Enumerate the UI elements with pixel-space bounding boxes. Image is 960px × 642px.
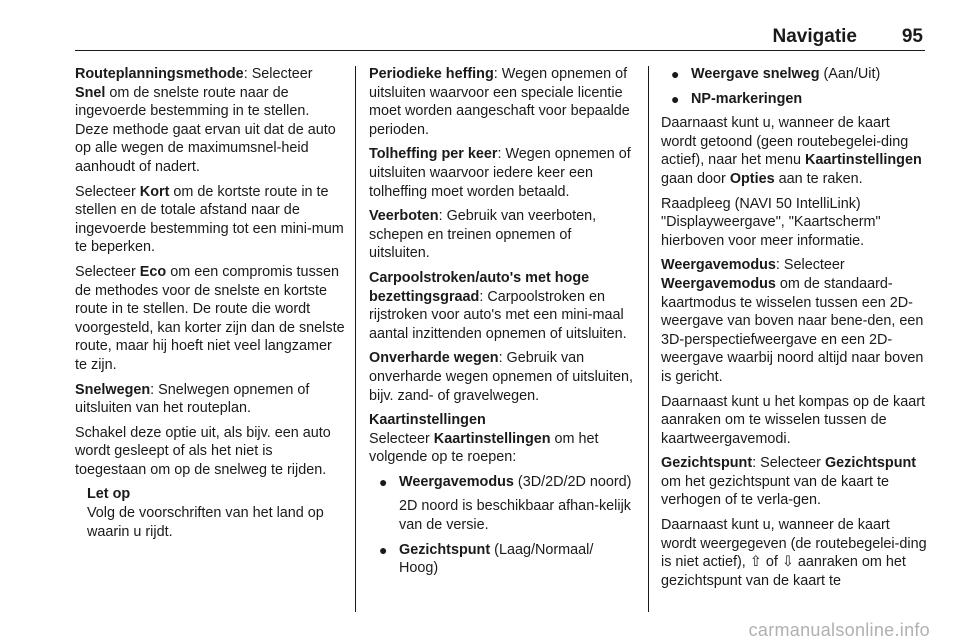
column-divider [355,66,356,612]
column-1 [75,65,345,541]
paragraph: Gezichtspunt: Selecteer Gezichtspunt om het gezichtspunt van de kaart te verhogen of te verla-gen. [661,455,917,509]
arrow-down-icon: ⇩ [781,554,794,571]
paragraph: Carpoolstroken/auto's met hoge bezettingsgraad: Carpoolstroken en rijstroken voor auto's met een mini-maal aantal inzittenden opnemen of uitsluiten. [369,269,627,342]
paragraph: Snelwegen: Snelwegen opnemen of uitsluiten van het routeplan. [75,381,310,417]
list-item: ● Weergave snelweg (Aan/Uit) [671,66,881,82]
watermark: carmanualsonline.info [748,620,930,640]
paragraph: Schakel deze optie uit, als bijv. een auto wordt gesleept of als het niet is toegestaan om op de snelweg te rijden. [75,424,331,478]
note-text: Volg de voorschriften van het land op waarin u rijdt. [87,505,324,540]
paragraph: Routeplanningsmethode: Selecteer Snel om de snelste route naar de ingevoerde bestemming in te stellen. Deze methode gaat ervan uit dat de auto op alle wegen de maximumsnel-heid aanhoudt of nadert. [75,66,336,175]
list-item: ● Weergavemodus (3D/2D/2D noord) [379,473,632,490]
page-header [75,18,925,51]
list-item: ● NP-markeringen [671,90,803,107]
paragraph: Selecteer Eco om een compromis tussen de methodes voor de snelste en kortste route in te stellen. De route die wordt voorgesteld, kan korter zijn dan de snelste route, maar hij hoeft niet veel langzamer te zijn. [75,263,345,373]
arrow-up-icon: ⇧ [749,554,762,571]
paragraph: Onverharde wegen: Gebruik van onverharde wegen opnemen of uitsluiten, bijv. zand- of gravelwegen. [369,350,634,404]
note-title: Let op [87,486,131,503]
page-title: Navigatie [772,26,857,47]
paragraph: Daarnaast kunt u het kompas op de kaart aanraken om te wisselen tussen de kaartweergavemodi. [661,393,925,447]
bullet-icon: ● [379,473,388,490]
paragraph: Daarnaast kunt u, wanneer de kaart wordt weergegeven (de routebegelei-ding is niet actief), ⇧ of ⇩ aanraken om het gezichtspunt van de kaart te [661,517,927,589]
list-item: ● Gezichtspunt (Laag/Normaal/ Hoog) [379,541,594,577]
paragraph: Tolheffing per keer: Wegen opnemen of uitsluiten waarvoor iedere keer een tolheffing moet worden betaald. [369,146,631,200]
column-2 [369,65,635,584]
column-3 [661,65,927,590]
paragraph: Raadpleeg (NAVI 50 IntelliLink) "Displayweergave", "Kaartscherm" hierboven voor meer informatie. [661,195,881,249]
bullet-icon: ● [671,66,680,82]
page-number: 95 [901,26,923,47]
paragraph: Daarnaast kunt u, wanneer de kaart wordt getoond (geen routebegelei-ding actief), naar het menu Kaartinstellingen gaan door Opties aan te raken. [661,115,922,187]
paragraph: Weergavemodus: Selecteer Weergavemodus om de standaard-kaartmodus te wisselen tussen een 2D-weergave van boven naar bene-den, een 3D-perspectiefweergave en een 2D-weergave waarbij noord altijd naar boven is gericht. [661,257,924,385]
section-heading: Kaartinstellingen [369,412,486,429]
column-divider [648,66,649,612]
bullet-icon: ● [379,541,388,558]
paragraph: Selecteer Kort om de kortste route in te stellen en de totale afstand naar de ingevoerde bestemming tot een mini-mum te beperken. [75,183,344,256]
note-box [87,485,345,541]
paragraph: Periodieke heffing: Wegen opnemen of uitsluiten waarvoor een speciale licentie moet worden aangeschaft voor bepaalde perioden. [369,66,630,138]
list-item-note: 2D noord is beschikbaar afhan-kelijk van de versie. [399,498,631,534]
bullet-icon: ● [671,90,680,107]
paragraph: Veerboten: Gebruik van veerboten, schepen en treinen opnemen of uitsluiten. [369,208,597,262]
paragraph: Selecteer Kaartinstellingen om het volgende op te roepen: [369,430,599,466]
